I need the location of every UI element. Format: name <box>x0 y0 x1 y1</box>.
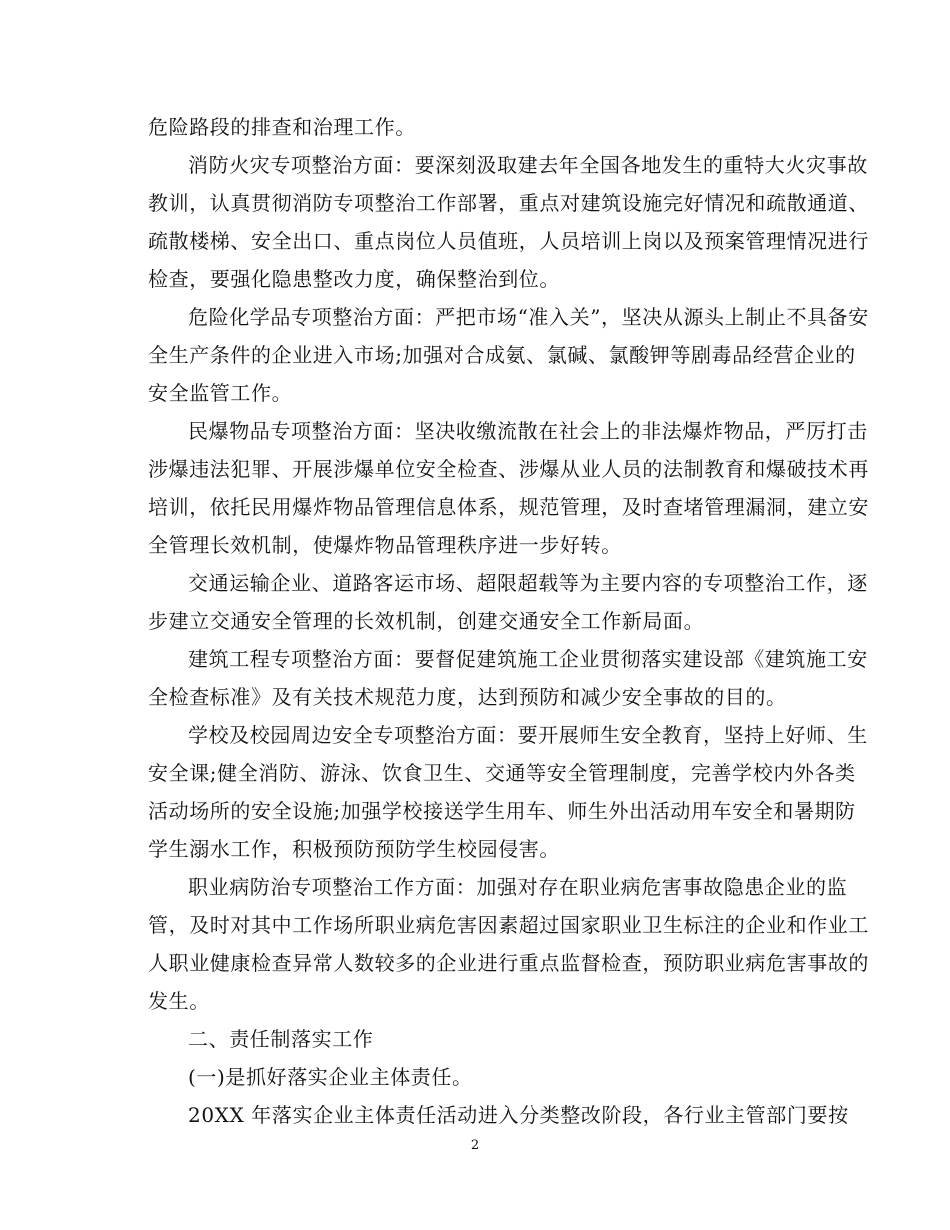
text-line: 学生溺水工作，积极预防预防学生校园侵害。 <box>148 837 560 861</box>
section-heading: 二、责任制落实工作 <box>188 1027 374 1051</box>
text-line: 全检查标准》及有关技术规范力度，达到预防和减少安全事故的目的。 <box>148 685 787 709</box>
text-line: 疏散楼梯、安全出口、重点岗位人员值班，人员培训上岗以及预案管理情况进行 <box>148 229 869 253</box>
paragraph-occupational-disease: 职业病防治专项整治工作方面：加强对存在职业病危害事故隐患企业的监 <box>188 875 848 899</box>
text-line: 全管理长效机制，使爆炸物品管理秩序进一步好转。 <box>148 533 622 557</box>
text-line: 检查，要强化隐患整改力度，确保整治到位。 <box>148 267 560 291</box>
paragraph-enterprise-responsibility: 20XX 年落实企业主体责任活动进入分类整改阶段，各行业主管部门要按 <box>188 1103 849 1127</box>
page-number: 2 <box>470 1138 480 1153</box>
text-line: 发生。 <box>148 989 210 1013</box>
text-line: 涉爆违法犯罪、开展涉爆单位安全检查、涉爆从业人员的法制教育和爆破技术再 <box>148 457 869 481</box>
text-line: 全生产条件的企业进入市场;加强对合成氨、氯碱、氯酸钾等剧毒品经营企业的 <box>148 343 856 367</box>
subsection-heading: (一)是抓好落实企业主体责任。 <box>188 1065 473 1089</box>
text-line: 安全课;健全消防、游泳、饮食卫生、交通等安全管理制度，完善学校内外各类 <box>148 761 856 785</box>
text-line: 危险路段的排查和治理工作。 <box>148 115 416 139</box>
text-line: 安全监管工作。 <box>148 381 293 405</box>
paragraph-civil-explosives: 民爆物品专项整治方面：坚决收缴流散在社会上的非法爆炸物品，严厉打击 <box>188 419 868 443</box>
paragraph-hazardous-chemicals: 危险化学品专项整治方面：严把市场“准入关”，坚决从源头上制止不具备安 <box>188 305 869 329</box>
paragraph-construction: 建筑工程专项整治方面：要督促建筑施工企业贯彻落实建设部《建筑施工安 <box>188 647 868 671</box>
text-line: 培训，依托民用爆炸物品管理信息体系，规范管理，及时查堵管理漏洞，建立安 <box>148 495 869 519</box>
paragraph-fire-safety: 消防火灾专项整治方面：要深刻汲取建去年全国各地发生的重特大火灾事故 <box>188 153 868 177</box>
text-line: 人职业健康检查异常人数较多的企业进行重点监督检查，预防职业病危害事故的 <box>148 951 869 975</box>
paragraph-transport: 交通运输企业、道路客运市场、超限超载等为主要内容的专项整治工作，逐 <box>188 571 868 595</box>
paragraph-school-safety: 学校及校园周边安全专项整治方面：要开展师生安全教育，坚持上好师、生 <box>188 723 868 747</box>
text-line: 步建立交通安全管理的长效机制，创建交通安全工作新局面。 <box>148 609 705 633</box>
text-line: 管，及时对其中工作场所职业病危害因素超过国家职业卫生标注的企业和作业工 <box>148 913 869 937</box>
text-line: 教训，认真贯彻消防专项整治工作部署，重点对建筑设施完好情况和疏散通道、 <box>148 191 869 215</box>
text-line: 活动场所的安全设施;加强学校接送学生用车、师生外出活动用车安全和暑期防 <box>148 799 856 823</box>
